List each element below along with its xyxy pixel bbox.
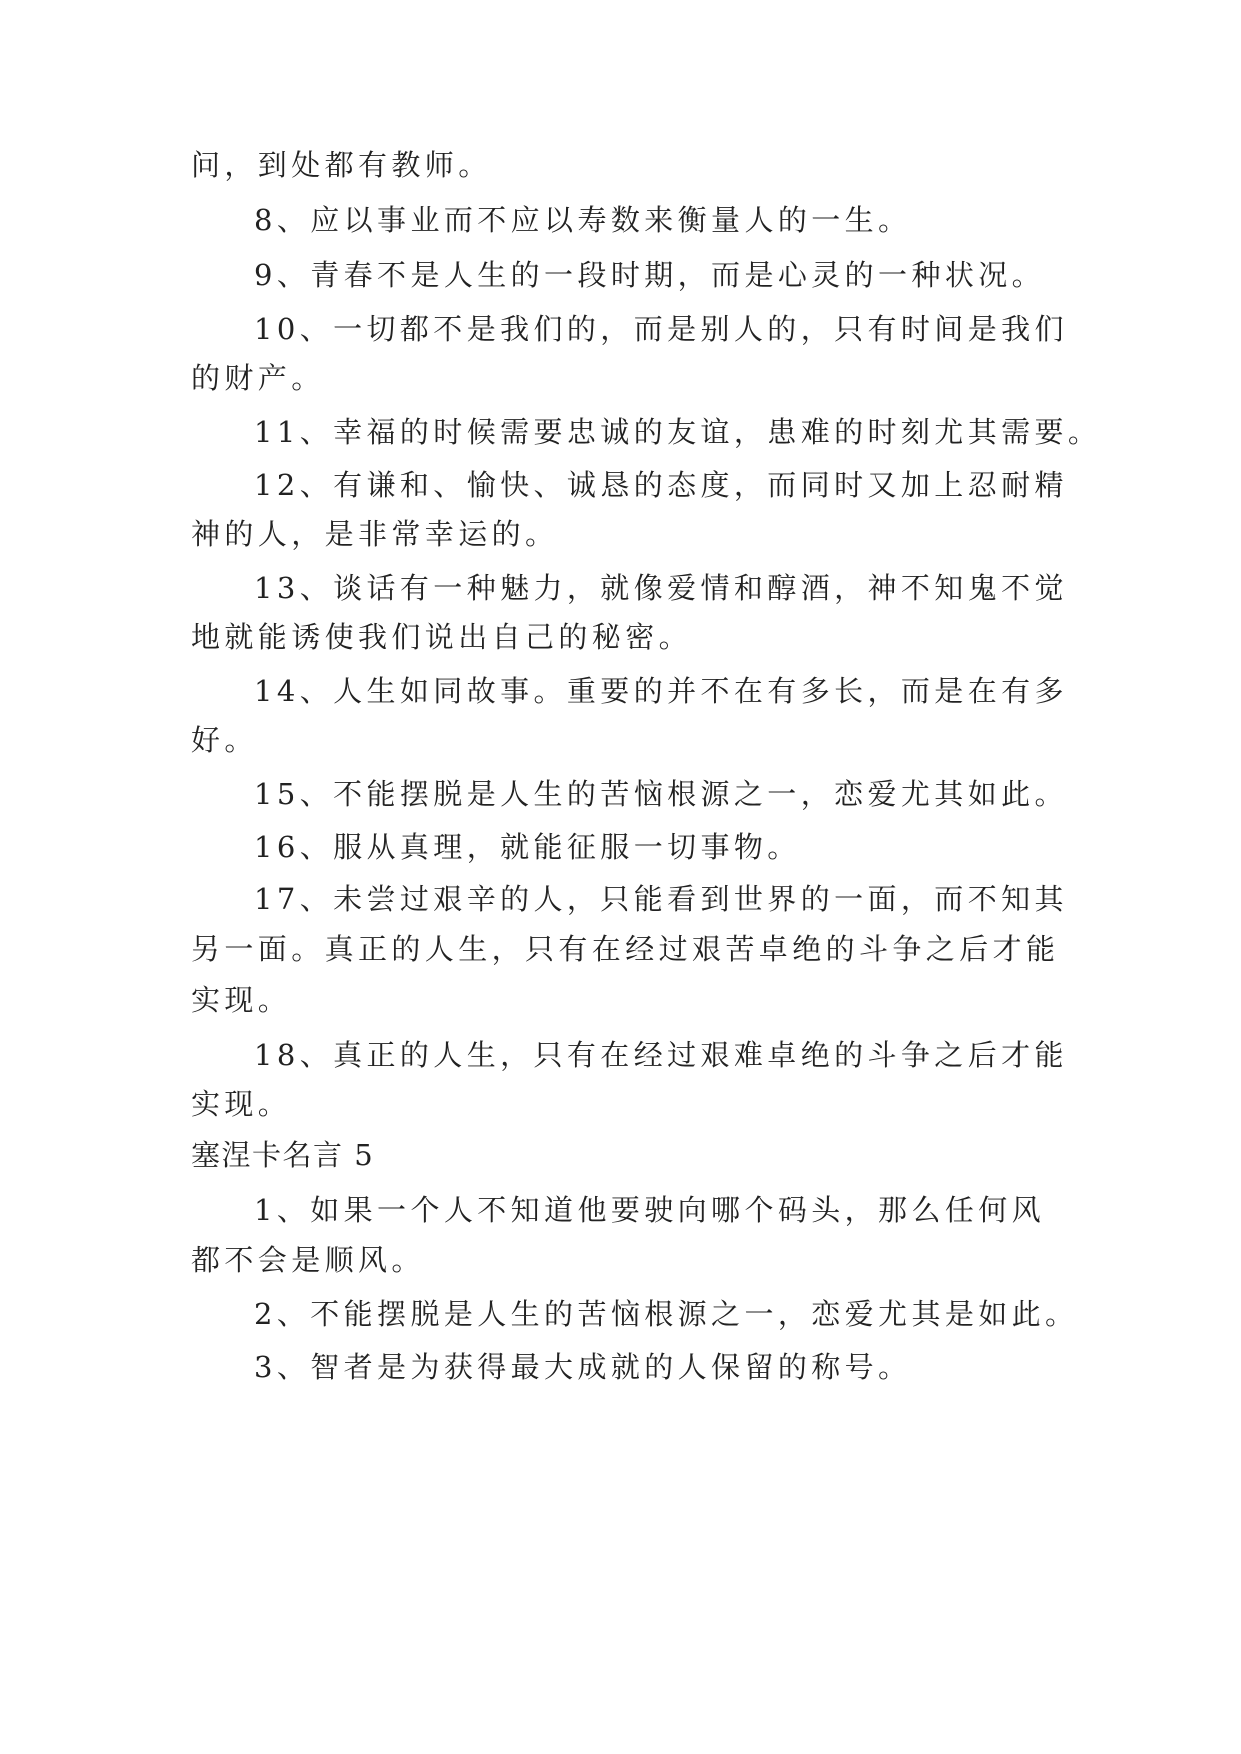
text-line: 问，到处都有教师。 — [191, 148, 492, 182]
section-heading: 塞涅卡名言 5 — [191, 1138, 375, 1172]
quote-17: 17、未尝过艰辛的人，只能看到世界的一面，而不知其 — [254, 882, 1068, 916]
quote-11: 11、幸福的时候需要忠诚的友谊，患难的时刻尤其需要。 — [254, 415, 1102, 449]
text-line: 都不会是顺风。 — [191, 1243, 425, 1277]
quote-18: 18、真正的人生，只有在经过艰难卓绝的斗争之后才能 — [254, 1038, 1068, 1072]
text-line: 的财产。 — [191, 361, 325, 395]
quote-12: 12、有谦和、愉快、诚恳的态度，而同时又加上忍耐精 — [254, 468, 1068, 502]
quote-8: 8、应以事业而不应以寿数来衡量人的一生。 — [254, 203, 912, 237]
text-line: 好。 — [191, 723, 258, 757]
quote-15: 15、不能摆脱是人生的苦恼根源之一，恋爱尤其如此。 — [254, 777, 1068, 811]
text-line: 另一面。真正的人生，只有在经过艰苦卓绝的斗争之后才能 — [191, 932, 1060, 966]
quote-2: 2、不能摆脱是人生的苦恼根源之一，恋爱尤其是如此。 — [254, 1297, 1079, 1331]
text-line: 实现。 — [191, 1087, 292, 1121]
quote-14: 14、人生如同故事。重要的并不在有多长，而是在有多 — [254, 674, 1068, 708]
text-line: 地就能诱使我们说出自己的秘密。 — [191, 620, 693, 654]
quote-9: 9、青春不是人生的一段时期，而是心灵的一种状况。 — [254, 258, 1046, 292]
text-line: 实现。 — [191, 983, 292, 1017]
text-line: 神的人，是非常幸运的。 — [191, 517, 559, 551]
quote-3: 3、智者是为获得最大成就的人保留的称号。 — [254, 1350, 912, 1384]
quote-16: 16、服从真理，就能征服一切事物。 — [254, 830, 801, 864]
quote-1: 1、如果一个人不知道他要驶向哪个码头，那么任何风 — [254, 1193, 1046, 1227]
quote-10: 10、一切都不是我们的，而是别人的，只有时间是我们 — [254, 312, 1068, 346]
quote-13: 13、谈话有一种魅力，就像爱情和醇酒，神不知鬼不觉 — [254, 571, 1068, 605]
